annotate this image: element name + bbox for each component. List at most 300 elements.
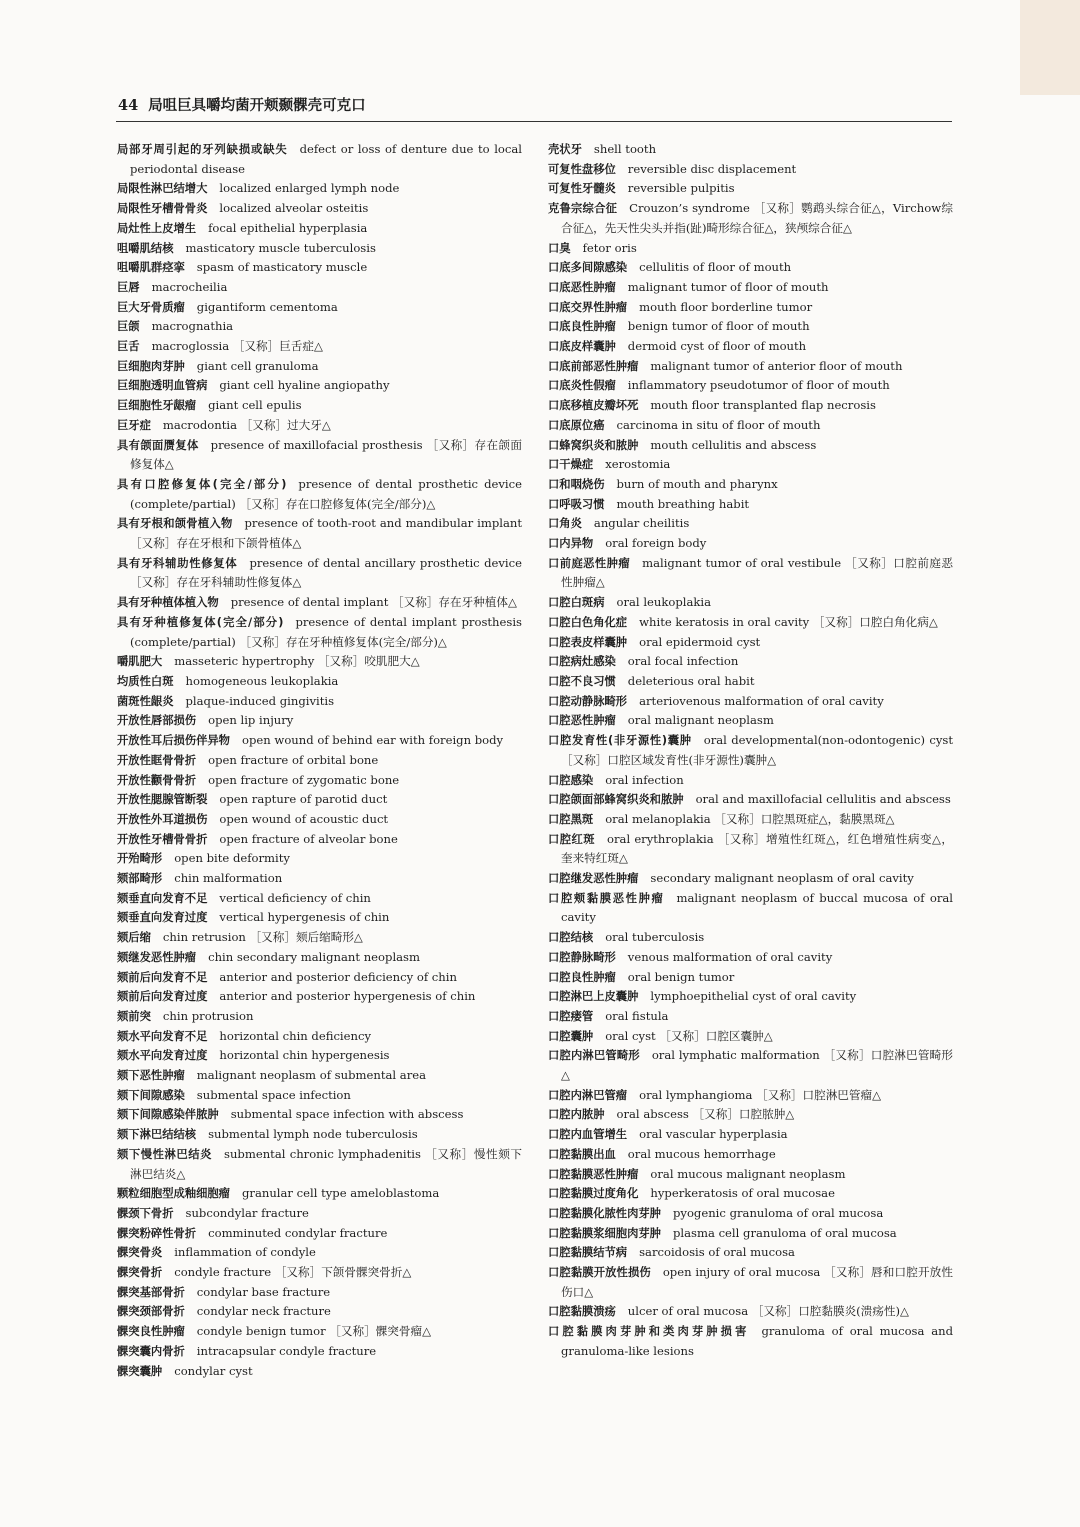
entry-term-en: condylar cyst — [174, 1363, 253, 1378]
glossary-entry — [548, 810, 953, 830]
glossary-entry — [548, 1086, 953, 1106]
entry-term-zh: 口腔红斑 — [548, 832, 596, 846]
entry-term-zh: 口底移植皮瓣坏死 — [548, 399, 639, 413]
glossary-entry — [117, 278, 522, 298]
entry-term-zh: 颏下恶性肿瘤 — [117, 1069, 185, 1083]
glossary-entry — [548, 298, 953, 318]
glossary-entry — [548, 337, 953, 357]
entry-term-zh: 巨唇 — [117, 280, 140, 294]
glossary-entry — [117, 889, 522, 909]
entry-term-en: spasm of masticatory muscle — [196, 260, 368, 275]
glossary-entry — [117, 1125, 522, 1145]
entry-term-zh: 巨细胞透明血管病 — [117, 379, 208, 393]
entry-term-zh: 颏下间隙感染伴脓肿 — [117, 1108, 219, 1122]
glossary-entry — [117, 298, 522, 318]
entry-term-zh: 口内异物 — [548, 537, 594, 551]
glossary-entry — [117, 849, 522, 869]
page-corner-shade — [1020, 0, 1080, 95]
glossary-entry — [548, 869, 953, 889]
entry-term-zh: 颏前后向发育过度 — [117, 990, 208, 1004]
glossary-entry — [117, 731, 522, 751]
entry-term-en: oral focal infection — [627, 654, 739, 669]
entry-term-zh: 具有牙科辅助性修复体 — [117, 556, 238, 570]
glossary-entry — [548, 1105, 953, 1125]
entry-term-en: reversible pulpitis — [627, 181, 735, 196]
entry-term-en: malignant tumor of anterior floor of mouth — [650, 358, 903, 373]
glossary-entry — [548, 1302, 953, 1322]
entry-term-en: horizontal chin deficiency — [219, 1028, 372, 1043]
entry-term-zh: 颏垂直向发育不足 — [117, 891, 208, 905]
entry-term-en: presence of maxillofacial prosthesis ［又称］存在颌面修复体△ — [130, 437, 522, 472]
entry-term-zh: 局限性牙槽骨骨炎 — [117, 202, 208, 216]
entry-term-zh: 口腔囊肿 — [548, 1029, 594, 1043]
entry-term-zh: 口腔白斑病 — [548, 596, 605, 610]
entry-term-zh: 口前庭恶性肿瘤 — [548, 556, 631, 570]
entry-term-zh: 髁突骨炎 — [117, 1246, 163, 1260]
glossary-entry — [548, 199, 953, 238]
glossary-entry — [117, 830, 522, 850]
glossary-entry — [117, 514, 522, 553]
glossary-entry — [117, 258, 522, 278]
entry-term-en: white keratosis in oral cavity ［又称］口腔白角化病△ — [639, 614, 938, 629]
entry-term-en: oral melanoplakia ［又称］口腔黑斑症△，黏膜黑斑△ — [605, 811, 895, 826]
entry-term-en: Crouzon’s syndrome ［又称］鹦鹉头综合征△，Virchow综合征△，先天性尖头并指(趾)畸形综合征△，狭颅综合征△ — [561, 201, 953, 235]
entry-term-zh: 颏垂直向发育过度 — [117, 911, 208, 925]
entry-term-zh: 髁突基部骨折 — [117, 1285, 185, 1299]
entry-term-en: malignant tumor of floor of mouth — [627, 279, 829, 294]
entry-term-en: presence of dental ancillary prosthetic device ［又称］存在牙科辅助性修复体△ — [130, 555, 522, 590]
entry-term-zh: 口腔黑斑 — [548, 812, 594, 826]
entry-term-en: homogeneous leukoplakia — [185, 673, 339, 688]
entry-term-zh: 可复性牙髓炎 — [548, 182, 616, 196]
entry-term-zh: 巨细胞肉芽肿 — [117, 359, 185, 373]
glossary-entry — [548, 258, 953, 278]
entry-term-zh: 口腔内淋巴管畸形 — [548, 1049, 640, 1063]
entry-term-en: granular cell type ameloblastoma — [241, 1186, 440, 1201]
entry-term-zh: 口底多间隙感染 — [548, 261, 628, 275]
entry-term-zh: 口腔白色角化症 — [548, 615, 628, 629]
entry-term-en: open bite deformity — [174, 851, 290, 866]
entry-term-zh: 口腔内脓肿 — [548, 1108, 605, 1122]
glossary-entry — [117, 376, 522, 396]
entry-term-zh: 局灶性上皮增生 — [117, 221, 197, 235]
entry-term-en: anterior and posterior deficiency of chin — [219, 969, 457, 984]
entry-term-zh: 克鲁宗综合征 — [548, 202, 618, 216]
entry-term-en: dermoid cyst of floor of mouth — [627, 339, 807, 354]
glossary-entry — [117, 1184, 522, 1204]
entry-term-en: oral malignant neoplasm — [627, 713, 774, 728]
glossary-entry — [548, 987, 953, 1007]
entry-term-en: condylar base fracture — [196, 1284, 331, 1299]
entry-term-en: open lip injury — [208, 713, 294, 728]
entry-term-en: oral cyst ［又称］口腔区囊肿△ — [605, 1028, 773, 1043]
glossary-entry — [117, 239, 522, 259]
entry-term-zh: 颏下间隙感染 — [117, 1088, 185, 1102]
entry-term-zh: 具有牙种植体植入物 — [117, 596, 219, 610]
entry-term-en: giant cell granuloma — [196, 358, 319, 373]
glossary-entry — [117, 436, 522, 475]
entry-term-zh: 口底炎性假瘤 — [548, 379, 616, 393]
entry-term-en: vertical deficiency of chin — [219, 890, 371, 905]
glossary-entry — [117, 1027, 522, 1047]
entry-term-en: malignant tumor of oral vestibule ［又称］口腔前庭恶性肿瘤△ — [561, 555, 953, 590]
entry-term-en: plaque-induced gingivitis — [185, 693, 335, 708]
glossary-entry — [548, 1243, 953, 1263]
glossary-entry — [548, 830, 953, 869]
glossary-entry — [117, 672, 522, 692]
entry-term-zh: 口腔恶性肿瘤 — [548, 714, 616, 728]
entry-term-en: chin secondary malignant neoplasm — [208, 949, 421, 964]
entry-term-zh: 髁突粉碎性骨折 — [117, 1226, 197, 1240]
entry-term-zh: 口腔黏膜开放性损伤 — [548, 1266, 651, 1280]
glossary-entry — [548, 633, 953, 653]
entry-term-en: submental chronic lymphadenitis ［又称］慢性颏下淋巴结炎△ — [130, 1146, 522, 1181]
entry-term-zh: 口底原位癌 — [548, 418, 605, 432]
entry-term-zh: 口腔病灶感染 — [548, 655, 616, 669]
glossary-entry — [117, 1145, 522, 1184]
entry-term-zh: 巨牙症 — [117, 418, 151, 432]
entry-term-en: oral tuberculosis — [605, 930, 705, 945]
entry-term-zh: 口呼吸习惯 — [548, 497, 605, 511]
entry-term-en: open fracture of zygomatic bone — [208, 772, 400, 787]
entry-term-en: submental space infection — [196, 1087, 351, 1102]
entry-term-en: macrocheilia — [151, 279, 228, 294]
entry-term-en: burn of mouth and pharynx — [616, 476, 778, 491]
glossary-entry — [117, 1302, 522, 1322]
entry-term-zh: 具有牙种植修复体(完全/部分) — [117, 615, 284, 629]
entry-term-zh: 口腔黏膜过度角化 — [548, 1187, 639, 1201]
entry-term-en: xerostomia — [605, 457, 671, 472]
entry-term-zh: 口腔颊黏膜恶性肿瘤 — [548, 891, 665, 905]
glossary-entry — [548, 534, 953, 554]
entry-term-en: submental lymph node tuberculosis — [208, 1127, 418, 1142]
entry-term-en: localized alveolar osteitis — [219, 201, 369, 216]
entry-term-en: angular cheilitis — [593, 516, 690, 531]
glossary-entry — [548, 771, 953, 791]
glossary-entry — [117, 1066, 522, 1086]
glossary-entry — [548, 455, 953, 475]
entry-term-en: malignant neoplasm of submental area — [196, 1068, 427, 1083]
entry-term-en: arteriovenous malformation of oral cavity — [639, 693, 884, 708]
entry-term-zh: 具有口腔修复体(完全/部分) — [117, 477, 287, 491]
entry-term-en: defect or loss of denture due to local periodontal disease — [130, 142, 522, 176]
glossary-entry — [117, 1263, 522, 1283]
glossary-entry — [117, 317, 522, 337]
entry-term-zh: 口腔继发恶性肿瘤 — [548, 872, 639, 886]
entry-term-en: mouth floor transplanted flap necrosis — [650, 398, 876, 413]
glossary-entry — [548, 396, 953, 416]
entry-term-en: presence of tooth-root and mandibular implant ［又称］存在牙根和下颌骨植体△ — [130, 516, 522, 551]
entry-term-zh: 颏下淋巴结结核 — [117, 1128, 197, 1142]
entry-term-en: chin malformation — [174, 871, 283, 886]
entry-term-en: gigantiform cementoma — [196, 299, 338, 314]
entry-term-en: condyle benign tumor ［又称］髁突骨瘤△ — [196, 1324, 431, 1339]
entry-term-en: oral vascular hyperplasia — [639, 1127, 788, 1142]
entry-term-en: masticatory muscle tuberculosis — [185, 240, 376, 255]
entry-term-zh: 口底良性肿瘤 — [548, 320, 616, 334]
glossary-entry — [548, 1007, 953, 1027]
glossary-entry — [117, 968, 522, 988]
entry-term-zh: 可复性盘移位 — [548, 162, 616, 176]
entry-term-zh: 口腔淋巴上皮囊肿 — [548, 990, 639, 1004]
glossary-entry — [548, 475, 953, 495]
glossary-entry — [117, 554, 522, 593]
entry-term-zh: 嚼肌肥大 — [117, 655, 163, 669]
entry-term-en: oral lymphangioma ［又称］口腔淋巴管瘤△ — [639, 1087, 881, 1102]
entry-term-zh: 口腔发育性(非牙源性)囊肿 — [548, 734, 692, 748]
entry-term-en: giant cell hyaline angiopathy — [219, 378, 390, 393]
entry-term-en: oral infection — [605, 772, 684, 787]
entry-term-en: mouth breathing habit — [616, 496, 750, 511]
entry-term-en: oral mucous malignant neoplasm — [650, 1166, 846, 1181]
entry-term-en: localized enlarged lymph node — [219, 181, 400, 196]
glossary-entry — [117, 140, 522, 179]
entry-term-en: malignant neoplasm of buccal mucosa of oral cavity — [561, 890, 953, 925]
entry-term-zh: 开放性唇部损伤 — [117, 714, 197, 728]
glossary-entry — [548, 968, 953, 988]
entry-term-zh: 开放性眶骨骨折 — [117, 753, 197, 767]
glossary-entry — [117, 928, 522, 948]
glossary-entry — [117, 1046, 522, 1066]
glossary-entry — [117, 396, 522, 416]
entry-term-en: presence of dental implant ［又称］存在牙种植体△ — [230, 595, 517, 610]
entry-term-en: open wound of acoustic duct — [219, 811, 389, 826]
glossary-entry — [548, 613, 953, 633]
glossary-entry — [548, 317, 953, 337]
header-rule — [116, 121, 952, 122]
entry-term-en: oral mucous hemorrhage — [627, 1146, 776, 1161]
entry-term-zh: 口腔黏膜恶性肿瘤 — [548, 1167, 639, 1181]
entry-term-zh: 开放性牙槽骨骨折 — [117, 832, 208, 846]
glossary-entry — [548, 140, 953, 160]
glossary-entry — [548, 160, 953, 180]
glossary-entry — [117, 179, 522, 199]
glossary-entry — [548, 1027, 953, 1047]
glossary-entry — [117, 1007, 522, 1027]
entry-term-zh: 颏下慢性淋巴结炎 — [117, 1147, 212, 1161]
entry-term-zh: 颏继发恶性肿瘤 — [117, 950, 197, 964]
entry-term-en: venous malformation of oral cavity — [627, 949, 833, 964]
glossary-entry — [117, 908, 522, 928]
entry-term-en: secondary malignant neoplasm of oral cavity — [650, 871, 914, 886]
page-number: 44 — [118, 97, 139, 114]
glossary-entry — [117, 1224, 522, 1244]
glossary-entry — [117, 1105, 522, 1125]
entry-term-zh: 口底皮样囊肿 — [548, 340, 616, 354]
glossary-entry — [548, 239, 953, 259]
glossary-entry — [117, 692, 522, 712]
entry-term-zh: 口腔良性肿瘤 — [548, 970, 616, 984]
entry-term-en: condyle fracture ［又称］下颌骨髁突骨折△ — [174, 1265, 412, 1280]
glossary-entry — [548, 416, 953, 436]
entry-term-en: vertical hypergenesis of chin — [219, 910, 390, 925]
entry-term-en: subcondylar fracture — [185, 1205, 309, 1220]
entry-term-en: focal epithelial hyperplasia — [208, 220, 368, 235]
entry-term-en: chin retrusion ［又称］颏后缩畸形△ — [162, 930, 363, 945]
entry-term-en: reversible disc displacement — [627, 161, 797, 176]
entry-term-zh: 口干燥症 — [548, 458, 594, 472]
glossary-entry — [117, 948, 522, 968]
glossary-entry — [548, 731, 953, 770]
entry-term-zh: 口角炎 — [548, 517, 582, 531]
glossary-entry — [117, 771, 522, 791]
glossary-entry — [548, 436, 953, 456]
glossary-entry — [117, 357, 522, 377]
entry-term-en: presence of dental prosthetic device (complete/partial) ［又称］存在口腔修复体(完全/部分)△ — [130, 476, 522, 511]
glossary-entry — [548, 357, 953, 377]
glossary-entry — [117, 810, 522, 830]
glossary-entry — [548, 1165, 953, 1185]
entry-term-zh: 开放性颧骨骨折 — [117, 773, 197, 787]
entry-term-en: pyogenic granuloma of oral mucosa — [672, 1205, 884, 1220]
entry-term-zh: 菌斑性龈炎 — [117, 694, 174, 708]
glossary-entry — [117, 337, 522, 357]
entry-term-zh: 颏前后向发育不足 — [117, 970, 208, 984]
entry-term-en: sarcoidosis of oral mucosa — [639, 1245, 795, 1260]
left-column — [117, 140, 522, 1381]
entry-term-zh: 具有颌面赝复体 — [117, 438, 199, 452]
entry-term-en: macrodontia ［又称］过大牙△ — [162, 417, 331, 432]
entry-term-en: anterior and posterior hypergenesis of chin — [219, 989, 476, 1004]
glossary-entry — [548, 889, 953, 928]
entry-term-zh: 口腔黏膜肉芽肿和类肉芽肿损害 — [548, 1325, 750, 1339]
entry-term-en: oral foreign body — [605, 536, 707, 551]
entry-term-zh: 口腔黏膜出血 — [548, 1147, 616, 1161]
glossary-entry — [117, 199, 522, 219]
entry-term-zh: 颏前突 — [117, 1009, 151, 1023]
glossary-entry — [117, 613, 522, 652]
glossary-entry — [548, 1322, 953, 1361]
entry-term-en: granuloma of oral mucosa and granuloma-like lesions — [561, 1324, 953, 1358]
entry-term-zh: 口腔不良习惯 — [548, 674, 616, 688]
entry-term-en: open fracture of alveolar bone — [219, 831, 398, 846]
entry-term-zh: 开放性耳后损伤伴异物 — [117, 734, 230, 748]
entry-term-en: oral and maxillofacial cellulitis and abscess — [695, 792, 951, 807]
entry-term-en: benign tumor of floor of mouth — [627, 319, 810, 334]
glossary-entry — [117, 1204, 522, 1224]
entry-term-en: oral developmental(non-odontogenic) cyst ［又称］口腔区域发育性(非牙源性)囊肿△ — [561, 733, 954, 767]
entry-term-zh: 口臭 — [548, 241, 571, 255]
entry-term-zh: 局部牙周引起的牙列缺损或缺失 — [117, 143, 288, 156]
entry-term-en: plasma cell granuloma of oral mucosa — [672, 1225, 897, 1240]
entry-term-zh: 口腔结核 — [548, 931, 594, 945]
glossary-entry — [117, 1086, 522, 1106]
entry-term-en: carcinoma in situ of floor of mouth — [616, 417, 821, 432]
glossary-entry — [117, 593, 522, 613]
entry-term-en: masseteric hypertrophy ［又称］咬肌肥大△ — [174, 654, 420, 669]
entry-term-en: inflammation of condyle — [174, 1245, 316, 1260]
glossary-entry — [117, 652, 522, 672]
entry-term-zh: 口腔黏膜结节病 — [548, 1246, 628, 1260]
entry-term-en: chin protrusion — [162, 1008, 254, 1023]
entry-term-en: cellulitis of floor of mouth — [639, 260, 792, 275]
glossary-entry — [548, 692, 953, 712]
entry-term-zh: 口腔瘘管 — [548, 1009, 594, 1023]
entry-term-en: oral benign tumor — [627, 969, 735, 984]
glossary-entry — [548, 1204, 953, 1224]
glossary-entry — [548, 514, 953, 534]
entry-term-zh: 口腔动静脉畸形 — [548, 694, 628, 708]
glossary-entry — [548, 652, 953, 672]
glossary-entry — [117, 987, 522, 1007]
glossary-entry — [117, 1283, 522, 1303]
entry-term-zh: 口腔黏膜化脓性肉芽肿 — [548, 1206, 661, 1220]
entry-term-en: mouth floor borderline tumor — [639, 299, 813, 314]
glossary-entry — [117, 1362, 522, 1382]
glossary-entry — [548, 1125, 953, 1145]
entry-term-en: condylar neck fracture — [196, 1304, 331, 1319]
right-column — [548, 140, 953, 1362]
entry-term-zh: 口蜂窝织炎和脓肿 — [548, 438, 639, 452]
entry-term-zh: 咀嚼肌结核 — [117, 241, 174, 255]
entry-term-en: intracapsular condyle fracture — [196, 1343, 377, 1358]
glossary-entry — [548, 179, 953, 199]
entry-term-zh: 均质性白斑 — [117, 674, 174, 688]
entry-term-zh: 髁突囊内骨折 — [117, 1344, 185, 1358]
entry-term-zh: 口腔感染 — [548, 773, 594, 787]
glossary-entry — [117, 219, 522, 239]
entry-term-zh: 咀嚼肌群痉挛 — [117, 261, 185, 275]
entry-term-zh: 颗粒细胞型成釉细胞瘤 — [117, 1187, 230, 1201]
glossary-entry — [117, 869, 522, 889]
entry-term-en: oral epidermoid cyst — [639, 634, 761, 649]
entry-term-en: oral leukoplakia — [616, 595, 712, 610]
glossary-entry — [117, 475, 522, 514]
glossary-entry — [548, 948, 953, 968]
glossary-entry — [548, 1224, 953, 1244]
entry-term-en: shell tooth — [593, 142, 657, 156]
glossary-entry — [548, 593, 953, 613]
entry-term-zh: 口底交界性肿瘤 — [548, 300, 628, 314]
entry-term-en: inflammatory pseudotumor of floor of mouth — [627, 378, 890, 393]
glossary-entry — [548, 1145, 953, 1165]
glossary-entry — [117, 1322, 522, 1342]
entry-term-zh: 颏部畸形 — [117, 872, 163, 886]
glossary-entry — [117, 711, 522, 731]
entry-term-en: macroglossia ［又称］巨舌症△ — [151, 339, 323, 354]
entry-term-zh: 口底前部恶性肿瘤 — [548, 359, 639, 373]
glossary-entry — [548, 554, 953, 593]
entry-term-zh: 壳状牙 — [548, 143, 582, 156]
entry-term-en: giant cell epulis — [208, 398, 302, 413]
glossary-entry — [548, 278, 953, 298]
entry-term-en: oral abscess ［又称］口腔脓肿△ — [616, 1107, 795, 1122]
entry-term-zh: 髁突颈部骨折 — [117, 1305, 185, 1319]
entry-term-zh: 口腔表皮样囊肿 — [548, 635, 628, 649]
entry-term-zh: 口腔颌面部蜂窝织炎和脓肿 — [548, 793, 684, 807]
entry-term-en: lymphoepithelial cyst of oral cavity — [650, 989, 857, 1004]
entry-term-en: presence of dental implant prosthesis (complete/partial) ［又称］存在牙种植修复体(完全/部分)△ — [130, 614, 522, 649]
entry-term-zh: 口腔内淋巴管瘤 — [548, 1088, 628, 1102]
entry-term-zh: 髁突良性肿瘤 — [117, 1325, 185, 1339]
entry-term-zh: 颏水平向发育不足 — [117, 1029, 208, 1043]
entry-term-en: oral lymphatic malformation ［又称］口腔淋巴管畸形△ — [561, 1048, 953, 1083]
entry-term-zh: 开放性腮腺管断裂 — [117, 793, 208, 807]
entry-term-zh: 口腔内血管增生 — [548, 1128, 628, 1142]
entry-term-zh: 开殆畸形 — [117, 852, 163, 866]
running-title: 局咀巨具嚼均菌开颊颞髁壳可克口 — [148, 97, 366, 114]
entry-term-en: open wound of behind ear with foreign body — [241, 733, 504, 748]
glossary-entry — [548, 1046, 953, 1085]
glossary-entry — [548, 711, 953, 731]
glossary-entry — [117, 1243, 522, 1263]
entry-term-zh: 髁突囊肿 — [117, 1364, 163, 1378]
glossary-entry — [117, 751, 522, 771]
entry-term-en: horizontal chin hypergenesis — [219, 1048, 390, 1063]
glossary-entry — [548, 928, 953, 948]
entry-term-en: comminuted condylar fracture — [208, 1225, 388, 1240]
glossary-entry — [548, 790, 953, 810]
